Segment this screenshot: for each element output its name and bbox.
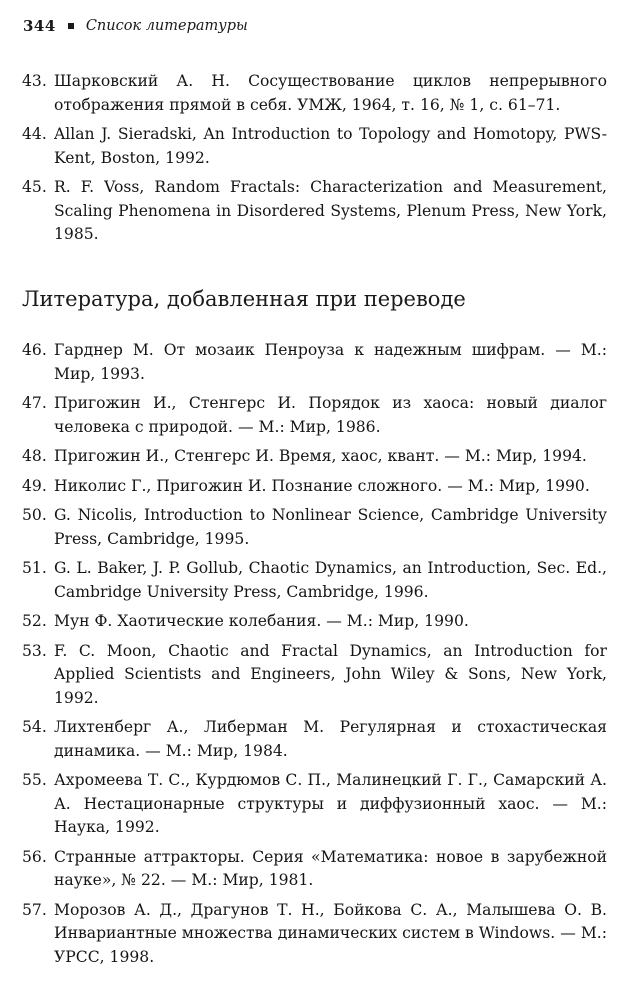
reference-number: 57. [22,900,47,919]
reference-item [22,899,607,970]
reference-number: 46. [22,341,47,359]
reference-item [22,123,607,170]
reference-number: 48. [22,447,47,465]
reference-text: Пригожин И., Стенгерс И. Время, хаос, квант. — М.: Мир, 1994. [54,447,587,465]
reference-number: 54. [22,718,47,736]
reference-text: Странные аттракторы. Серия «Математика: новое в зарубежной науке», № 22. — М.: Мир, 1981. [54,847,607,889]
reference-item [22,339,607,386]
reference-text: Шарковский А. Н. Сосуществование циклов непрерывного отображения прямой в себя. УМЖ, 1964, т. 16, № 1, с. 61–71. [54,72,607,114]
reference-number: 43. [22,72,47,90]
reference-item [22,769,607,840]
reference-text: Ахромеева Т. С., Курдюмов С. П., Малинецкий Г. Г., Самарский А. А. Нестационарные структуры и диффузионный хаос. — М.: Наука, 1992. [54,771,607,836]
reference-text: Allan J. Sieradski, An Introduction to Topology and Homotopy, PWS-Kent, Boston, 1992. [54,125,607,167]
reference-text: Николис Г., Пригожин И. Познание сложного. — М.: Мир, 1990. [54,476,590,495]
reference-text: Морозов А. Д., Драгунов Т. Н., Бойкова С. А., Малышева О. В. Инвариантные множества динамических систем в Windows. — М.: УРСС, 1998. [54,900,607,966]
reference-item [22,716,607,763]
reference-number: 47. [22,394,47,412]
reference-text: R. F. Voss, Random Fractals: Characterization and Measurement, Scaling Phenomena in Disordered Systems, Plenum Press, New York, 1985. [54,178,607,243]
reference-item [22,70,607,117]
reference-number: 45. [22,178,47,196]
reference-number: 52. [22,612,47,630]
reference-number: 44. [22,125,47,143]
header-bullet-icon [68,23,74,29]
reference-text: Гарднер М. От мозаик Пенроуза к надежным шифрам. — М.: Мир, 1993. [54,341,607,383]
reference-text: G. Nicolis, Introduction to Nonlinear Science, Cambridge University Press, Cambridge, 1995. [54,506,607,548]
reference-number: 56. [22,847,47,866]
reference-number: 53. [22,641,47,660]
reference-item [22,640,607,711]
reference-list-main [22,70,607,253]
reference-item [22,392,607,439]
reference-item [22,610,607,634]
reference-text: Пригожин И., Стенгерс И. Порядок из хаоса: новый диалог человека с природой. — М.: Мир, 1986. [54,394,607,436]
reference-item [22,846,607,893]
section-heading: Литература, добавленная при переводе [22,287,466,311]
reference-number: 51. [22,559,47,577]
reference-item [22,475,607,499]
reference-list-added [22,339,607,975]
running-header-title: Список литературы [85,18,248,34]
reference-text: F. C. Moon, Chaotic and Fractal Dynamics, an Introduction for Applied Scientists and Engineers, John Wiley & Sons, New York, 1992. [54,641,607,707]
reference-number: 49. [22,476,47,495]
reference-number: 55. [22,771,47,789]
page-number: 344 [23,17,56,35]
running-header [23,14,248,38]
reference-number: 50. [22,506,47,524]
reference-text: Лихтенберг А., Либерман М. Регулярная и стохастическая динамика. — М.: Мир, 1984. [54,718,607,760]
reference-text: G. L. Baker, J. P. Gollub, Chaotic Dynamics, an Introduction, Sec. Ed., Cambridge University Press, Cambridge, 1996. [54,559,607,601]
reference-item [22,504,607,551]
reference-item [22,557,607,604]
reference-item [22,176,607,247]
reference-text: Мун Ф. Хаотические колебания. — М.: Мир, 1990. [54,612,469,630]
reference-item [22,445,607,469]
